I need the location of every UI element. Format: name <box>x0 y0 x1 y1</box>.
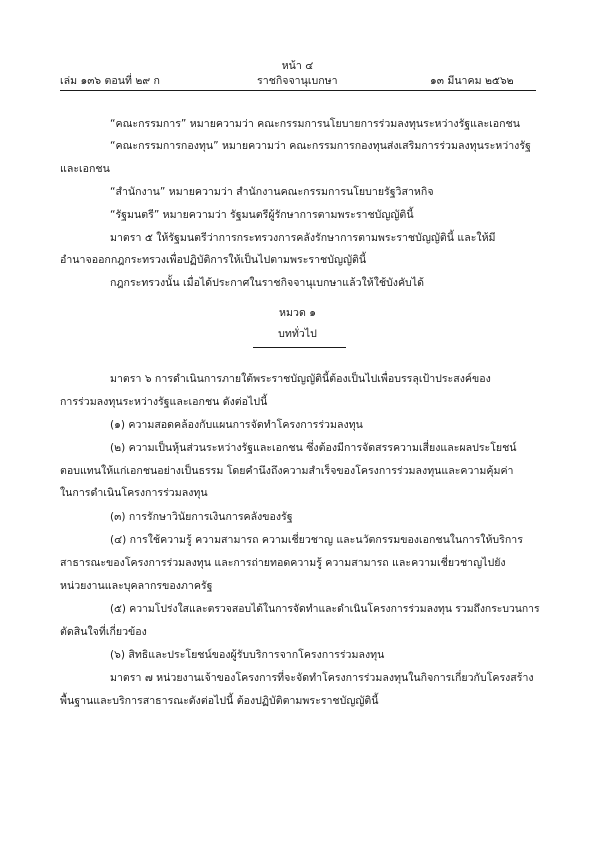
section-7-line-2: พื้นฐานและบริการสาธารณะดังต่อไปนี้ ต้องปฏิบัติตามพระราชบัญญัตินี้ <box>60 695 379 707</box>
chapter-number: หมวด ๑ <box>279 307 316 319</box>
definition-fund-committee-cont: และเอกชน <box>60 163 110 175</box>
gazette-name: ราชกิจจานุเบกษา <box>257 75 338 87</box>
page-number-line <box>0 59 595 73</box>
section-6-item-3: (๓) การรักษาวินัยการเงินการคลังของรัฐ <box>110 511 293 523</box>
section-6-item-6: (๖) สิทธิและประโยชน์ของผู้รับบริการจากโครงการร่วมลงทุน <box>110 649 385 661</box>
section-6-item-5: (๕) ความโปร่งใสและตรวจสอบได้ในการจัดทำและดำเนินโครงการร่วมลงทุน รวมถึงกระบวนการ <box>110 603 540 615</box>
section-6-item-2-cont: ในการดำเนินโครงการร่วมลงทุน <box>60 487 208 499</box>
section-6-item-2-cont: ตอบแทนให้แก่เอกชนอย่างเป็นธรรม โดยคำนึงถึงความสำเร็จของโครงการร่วมลงทุนและความคุ้มค่า <box>60 465 514 477</box>
section-5-line-2: อำนาจออกกฎกระทรวงเพื่อปฏิบัติการให้เป็นไปตามพระราชบัญญัตินี้ <box>60 254 367 266</box>
chapter-title: บททั่วไป <box>278 328 317 340</box>
section-6-line-1: มาตรา ๖ การดำเนินการภายใต้พระราชบัญญัตินี้ต้องเป็นไปเพื่อบรรลุเป้าประสงค์ของ <box>110 373 491 385</box>
section-6-item-4-cont: หน่วยงานและบุคลากรของภาครัฐ <box>60 580 213 592</box>
section-6-line-2: การร่วมลงทุนระหว่างรัฐและเอกชน ดังต่อไปนี้ <box>60 396 268 408</box>
section-5-line-3: กฎกระทรวงนั้น เมื่อได้ประกาศในราชกิจจานุเบกษาแล้วให้ใช้บังคับได้ <box>110 277 424 289</box>
page-label: หน้า <box>281 60 302 72</box>
definition-committee: “คณะกรรมการ” หมายความว่า คณะกรรมการนโยบายการร่วมลงทุนระหว่างรัฐและเอกชน <box>110 118 520 130</box>
section-6-item-5-cont: ตัดสินใจที่เกี่ยวข้อง <box>60 626 147 638</box>
chapter-underline <box>253 347 346 348</box>
section-6-item-4: (๔) การใช้ความรู้ ความสามารถ ความเชี่ยวชาญ และนวัตกรรมของเอกชนในการให้บริการ <box>110 534 523 546</box>
section-5-line-1: มาตรา ๕ ให้รัฐมนตรีว่าการกระทรวงการคลังรักษาการตามพระราชบัญญัตินี้ และให้มี <box>110 232 496 244</box>
section-6-item-2: (๒) ความเป็นหุ้นส่วนระหว่างรัฐและเอกชน ซึ่งต้องมีการจัดสรรความเสี่ยงและผลประโยชน์ <box>110 442 517 454</box>
section-6-item-1: (๑) ความสอดคล้องกับแผนการจัดทำโครงการร่วมลงทุน <box>110 419 363 431</box>
gazette-date: ๑๓ มีนาคม ๒๕๖๒ <box>430 75 514 87</box>
header-rule <box>60 90 536 91</box>
section-7-line-1: มาตรา ๗ หน่วยงานเจ้าของโครงการที่จะจัดทำโครงการร่วมลงทุนในกิจการเกี่ยวกับโครงสร้าง <box>110 672 534 684</box>
section-6-item-4-cont: สาธารณะของโครงการร่วมลงทุน และการถ่ายทอดความรู้ ความสามารถ และความเชี่ยวชาญไปยัง <box>60 557 506 569</box>
definition-minister: “รัฐมนตรี” หมายความว่า รัฐมนตรีผู้รักษาการตามพระราชบัญญัตินี้ <box>110 209 414 221</box>
definition-office: “สำนักงาน” หมายความว่า สำนักงานคณะกรรมการนโยบายรัฐวิสาหกิจ <box>110 186 434 198</box>
page-number: ๔ <box>305 60 314 72</box>
definition-fund-committee: “คณะกรรมการกองทุน” หมายความว่า คณะกรรมการกองทุนส่งเสริมการร่วมลงทุนระหว่างรัฐ <box>110 140 531 152</box>
volume-issue: เล่ม ๑๓๖ ตอนที่ ๒๙ ก <box>60 75 160 87</box>
